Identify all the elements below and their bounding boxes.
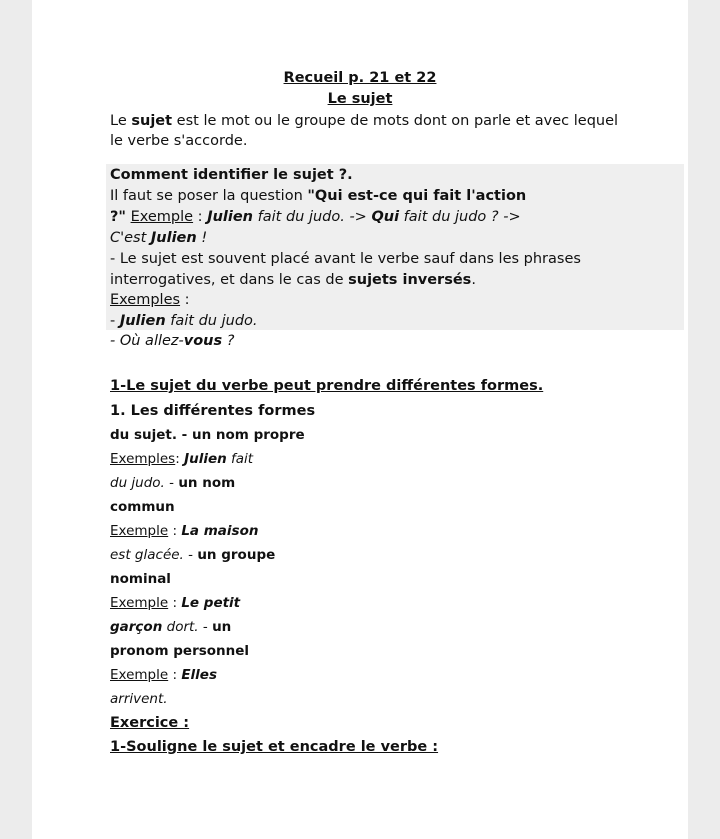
exemple-label: Exemple bbox=[110, 595, 169, 611]
subject-word: Le petit bbox=[181, 595, 241, 611]
text: interrogatives, et dans le cas de bbox=[110, 272, 349, 288]
identify-heading-text: Comment identifier le sujet ?. bbox=[110, 167, 353, 183]
page-title bbox=[32, 89, 688, 110]
subject-word: vous bbox=[183, 333, 223, 349]
definition-line-1 bbox=[110, 111, 618, 132]
forms-line-8 bbox=[110, 569, 171, 590]
exercise-title-text: Exercice : bbox=[110, 715, 190, 731]
identify-heading bbox=[110, 165, 353, 186]
form-type: un groupe bbox=[197, 547, 276, 563]
forms-section-title bbox=[110, 376, 543, 397]
text: - bbox=[164, 475, 179, 491]
identify-line-6 bbox=[110, 290, 190, 311]
form-type: commun bbox=[110, 499, 175, 515]
subject-word: Julien bbox=[184, 451, 227, 467]
forms-line-12 bbox=[110, 665, 217, 686]
text: - bbox=[183, 547, 198, 563]
text: Il faut se poser la question bbox=[110, 188, 308, 204]
qui-word: Qui bbox=[371, 209, 400, 225]
form-type: un nom propre bbox=[192, 427, 305, 443]
text: 1. Les différentes formes bbox=[110, 403, 316, 419]
example-text: du judo. bbox=[110, 475, 165, 491]
example-text: - Où allez- bbox=[110, 333, 184, 349]
keyword: sujets inversés bbox=[348, 272, 472, 288]
forms-line-11 bbox=[110, 641, 249, 662]
exemple-label: Exemple bbox=[130, 209, 194, 225]
form-type: un nom bbox=[178, 475, 236, 491]
subject-word: Julien bbox=[207, 209, 254, 225]
form-type: un bbox=[212, 619, 232, 635]
identify-line-3 bbox=[110, 228, 207, 249]
recueil-reference bbox=[32, 68, 688, 89]
example-text: fait bbox=[226, 451, 254, 467]
text: : bbox=[168, 523, 182, 539]
exemple-label: Exemple bbox=[110, 523, 169, 539]
forms-line-10 bbox=[110, 617, 231, 638]
recueil-text: Recueil p. 21 et 22 bbox=[283, 70, 437, 86]
text: : bbox=[168, 595, 182, 611]
example-text: dort. bbox=[162, 619, 199, 635]
forms-line-7 bbox=[110, 545, 275, 566]
forms-line-9 bbox=[110, 593, 240, 614]
exemples-label: Exemples bbox=[110, 451, 176, 467]
question-bold: "Qui est-ce qui fait l'action bbox=[307, 188, 527, 204]
example-text: arrivent. bbox=[110, 691, 168, 707]
subject-word: Elles bbox=[181, 667, 217, 683]
example-text: fait du judo. -> bbox=[253, 209, 372, 225]
form-type: nominal bbox=[110, 571, 171, 587]
text: - bbox=[110, 313, 120, 329]
form-type: pronom personnel bbox=[110, 643, 250, 659]
identify-line-1 bbox=[110, 186, 526, 207]
question-end: ?" bbox=[110, 209, 126, 225]
text: : bbox=[168, 667, 182, 683]
forms-line-13 bbox=[110, 689, 168, 710]
exercise-title bbox=[110, 713, 189, 734]
text: : bbox=[180, 292, 190, 308]
example-text: ! bbox=[196, 230, 208, 246]
title-text: Le sujet bbox=[327, 91, 393, 107]
def-keyword: sujet bbox=[131, 113, 173, 129]
identify-line-5 bbox=[110, 270, 476, 291]
def-text: le verbe s'accorde. bbox=[110, 133, 248, 149]
text: - bbox=[198, 619, 213, 635]
exercise-item-1 bbox=[110, 737, 438, 758]
text: du sujet. - bbox=[110, 427, 192, 443]
identify-line-4 bbox=[110, 249, 581, 270]
text: . bbox=[471, 272, 476, 288]
def-text: Le bbox=[110, 113, 132, 129]
example-text: fait du judo. bbox=[165, 313, 258, 329]
forms-line-1 bbox=[110, 401, 315, 422]
example-text: fait du judo ? -> bbox=[399, 209, 521, 225]
text: - Le sujet est souvent placé avant le verbe sauf dans les phrases bbox=[110, 251, 581, 267]
forms-line-4 bbox=[110, 473, 235, 494]
example-text: ? bbox=[222, 333, 235, 349]
forms-line-3 bbox=[110, 449, 253, 470]
forms-line-2 bbox=[110, 425, 305, 446]
example-text: est glacée. bbox=[110, 547, 184, 563]
text: : bbox=[193, 209, 208, 225]
subject-word: Julien bbox=[119, 313, 166, 329]
definition-line-2 bbox=[110, 131, 247, 152]
forms-line-6 bbox=[110, 521, 258, 542]
exemples-label: Exemples bbox=[110, 292, 181, 308]
identify-line-7 bbox=[110, 311, 258, 332]
text: : bbox=[175, 451, 185, 467]
def-text: est le mot ou le groupe de mots dont on parle et avec lequel bbox=[172, 113, 619, 129]
identify-line-2 bbox=[110, 207, 521, 228]
identify-line-8 bbox=[110, 331, 234, 352]
section-text: 1-Le sujet du verbe peut prendre différentes formes. bbox=[110, 378, 544, 394]
exercise-item-text: 1-Souligne le sujet et encadre le verbe : bbox=[110, 739, 439, 755]
forms-line-5 bbox=[110, 497, 175, 518]
subject-word: La maison bbox=[181, 523, 259, 539]
document-page bbox=[32, 0, 688, 839]
subject-word: Julien bbox=[150, 230, 197, 246]
example-text: C'est bbox=[110, 230, 151, 246]
subject-word: garçon bbox=[110, 619, 163, 635]
exemple-label: Exemple bbox=[110, 667, 169, 683]
